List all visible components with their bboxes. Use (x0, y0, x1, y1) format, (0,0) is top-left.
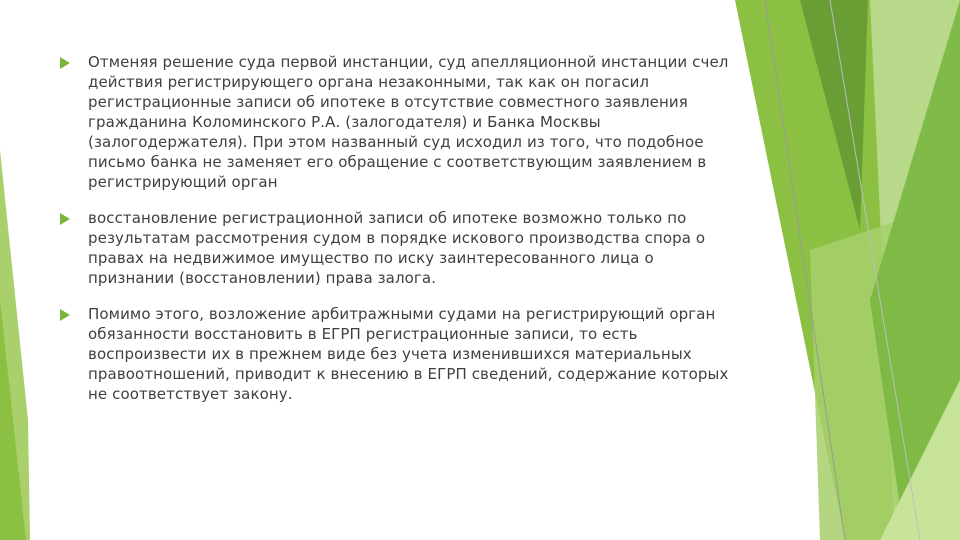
triangle-right-icon (60, 213, 70, 225)
bullet-item (60, 52, 740, 192)
triangle-right-icon (60, 309, 70, 321)
bullet-text: Помимо этого, возложение арбитражными судами на регистрирующий орган обязанности восстановить в ЕГРП регистрационные записи, то есть воспроизвести их в прежнем виде без учета изменившихся материальных правоотношений, приводит к внесению в ЕГРП сведений, содержание которых не соответствует закону. (88, 305, 729, 403)
bullet-item (60, 208, 740, 288)
bullet-item (60, 304, 740, 404)
bullet-text: Отменяя решение суда первой инстанции, суд апелляционной инстанции счел действия регистрирующего органа незаконными, так как он погасил регистрационные записи об ипотеке в отсутствие совместного заявления гражданина Коломинского Р.А. (залогодателя) и Банка Москвы (залогодержателя). При этом названный суд исходил из того, что подобное письмо банка не заменяет его обращение с соответствующим заявлением в регистрирующий орган (88, 53, 729, 191)
triangle-right-icon (60, 57, 70, 69)
bullet-text: восстановление регистрационной записи об ипотеке возможно только по результатам рассмотрения судом в порядке искового производства спора о правах на недвижимое имущество по иску заинтересованного лица о признании (восстановлении) права залога. (88, 209, 706, 287)
content-body (60, 52, 740, 420)
